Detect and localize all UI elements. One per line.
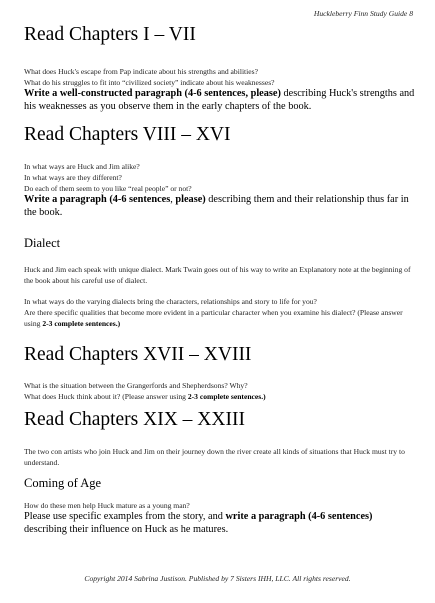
question: Do each of them seem to you like “real people” or not? bbox=[24, 184, 192, 193]
instruction-text: Please use specific examples from the story, and bbox=[24, 511, 226, 522]
subsection-title: Coming of Age bbox=[24, 476, 102, 490]
section-chapters-17-18 bbox=[24, 344, 416, 402]
question: In what ways are they different? bbox=[24, 173, 122, 182]
question: What does Huck's escape from Pap indicate about his strengths and abilities? bbox=[24, 67, 258, 76]
paragraph: Huck and Jim each speak with unique dialect. Mark Twain goes out of his way to write an Explanatory note at the beginning of the book about his careful use of dialect. bbox=[24, 265, 411, 285]
instruction-text: , bbox=[170, 194, 176, 205]
section-chapters-19-23 bbox=[24, 409, 416, 468]
instruction-bold: write a paragraph (4-6 sentences) bbox=[225, 511, 373, 522]
instruction-bold: please) bbox=[175, 194, 206, 205]
question-text: Are there specific qualities that become more evident in a particular character when you examine his dialect? (Please answer using bbox=[24, 308, 403, 328]
instruction bbox=[24, 194, 416, 219]
question bbox=[24, 391, 416, 402]
instruction bbox=[24, 88, 416, 113]
subsection-title: Dialect bbox=[24, 236, 61, 250]
section-title: Read Chapters VIII – XVI bbox=[24, 124, 231, 145]
instruction-text: describing their influence on Huck as he matures. bbox=[24, 523, 229, 535]
question: How do these men help Huck mature as a young man? bbox=[24, 501, 190, 510]
section-title: Read Chapters XIX – XXIII bbox=[24, 409, 245, 430]
question: What do his struggles to fit into “civilized society” indicate about his weaknesses? bbox=[24, 78, 275, 87]
section-chapters-8-16 bbox=[24, 124, 416, 219]
instruction-text: describing them and their relationship thus far in the book. bbox=[24, 194, 409, 218]
running-head: Huckleberry Finn Study Guide 8 bbox=[313, 9, 413, 18]
instruction bbox=[24, 511, 416, 536]
question: What is the situation between the Grangerfords and Shepherdsons? Why? bbox=[24, 381, 248, 390]
instruction-bold: Write a paragraph (4-6 sentences bbox=[24, 194, 171, 205]
section-chapters-1-7 bbox=[24, 24, 416, 113]
question-bold: 2-3 complete sentences.) bbox=[187, 392, 266, 401]
section-dialect bbox=[24, 236, 416, 329]
copyright-footer: Copyright 2014 Sabrina Justison. Published by 7 Sisters IHH, LLC. All rights reserved. bbox=[84, 574, 351, 583]
section-title: Read Chapters I – VII bbox=[24, 24, 196, 45]
instruction-text: describing Huck's strengths and his weaknesses as you observe them in the early chapters of the book. bbox=[24, 88, 415, 112]
section-title: Read Chapters XVII – XVIII bbox=[24, 344, 252, 365]
question-bold: 2-3 complete sentences.) bbox=[42, 319, 121, 328]
section-coming-of-age bbox=[24, 476, 416, 536]
question-text: What does Huck think about it? (Please answer using bbox=[24, 392, 188, 401]
question: In what ways are Huck and Jim alike? bbox=[24, 162, 140, 171]
instruction-bold: Write a well-constructed paragraph (4-6 sentences, please) bbox=[24, 88, 281, 99]
question bbox=[24, 307, 416, 329]
paragraph: The two con artists who join Huck and Jim on their journey down the river create all kinds of situations that Huck must try to understand. bbox=[24, 447, 405, 467]
question: In what ways do the varying dialects bring the characters, relationships and story to life for you? bbox=[24, 297, 317, 306]
